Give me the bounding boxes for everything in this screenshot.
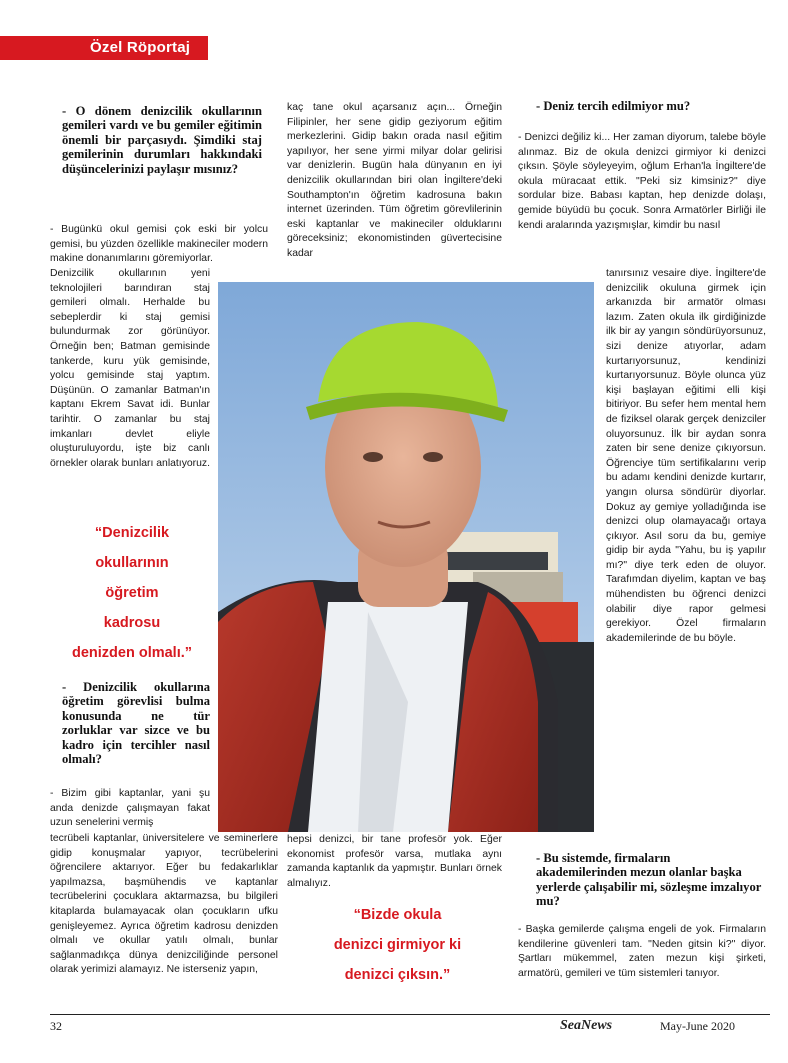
pull-quote-1-line: öğretim [105,585,159,601]
answer-3-full: - Denizci değiliz ki... Her zaman diyorum, talebe böyle alınmaz. Biz de okula denizci girmiyor ki denizci çıksın. Şöyle söyleyeyim, oğlum Erhan'la İngiltere'de okula müracaat ettik. "Peki siz kimsiniz?" diye sordular bize. Babası kaptan, hep denizde dolaşı, gemide büyüdü bu çocuk. Sonra Armatörler Birliği ile kendi aralarında yazışmışlar, kimdir bu nasıl [518,132,766,231]
answer-1-narrow: Denizcilik okullarının yeni teknolojileri barındıran staj gemileri olmalı. Herhalde bu sebeplerdir ki staj gemisi bulundurmak zor görünüyor. Örneğin ben; Batman gemisinde tankerde, kuru yük gemisinde, yolcu gemisinde staj yaptım. Düşünün. O zamanlar Batman'ın kaptanı Ekrem Savat idi. Bunlar tarihtir. O zamanlar bu staj imkanları devlet eliyle oluşturuluyordu, işte biz canlı örnekler olarak bunları anlatıyoruz. [50,268,210,469]
question-3: - Deniz tercih edilmiyor mu? [536,99,691,113]
issue-date: May-June 2020 [660,1019,735,1033]
question-4: - Bu sistemde, firmaların akademilerinden mezun olanlar başka yerlerde çalışabilir mi, sözleşme imzalıyor mu? [536,851,762,909]
pull-quote-1-line: “Denizcilik [94,525,170,541]
magazine-brand: SeaNews [560,1018,613,1033]
col2-top-text: kaç tane okul açarsanız açın... Örneğin Filipinler, her sene gidip geziyorum eğitim merkezlerini. Gidip bakın orada nasıl eğitim yapılıyor, her sene yirmi milyar dolar gelirisi var denizlerin. Bugün hala dünyanın en iyi denizcilik okullarından biri olan İngiltere'deki Southampton'ın öğretim kadrosuna bakın internet üzerinden. Tüm öğretim görevlilerinin eski kaptanlar ve makineciler olduklarını göreceksiniz; ekonomistinden güvertecisine kadar [287,102,502,259]
pull-quote-1-line: okullarının [95,555,169,571]
answer-2-full: tecrübeli kaptanlar, üniversitelere ve seminerlere gidip konuşmalar yapıyor, tecrübelerini öğrencilere aktarıyor. Eğer bu fedakarlıklar yapılmazsa, başmühendis ve kaptanlar tecrübelerini çocuklara aktarmazsa, bu bilgileri kitaplarda bulamayacak olan çocukların ufku genişleyemez. Ayrıca öğretim kadrosu denizden olmalı ve okullar yatılı olmalı, bunlar sağlanmadıkça dünya denizciliğinde personel olarak yerimizi alamayız. Ne isterseniz yapın, [50,833,278,976]
pull-quote-2-line: denizci çıksın.” [344,967,451,983]
section-tab [0,36,208,60]
section-label: Özel Röportaj [90,39,191,56]
answer-1-full: - Bugünkü okul gemisi çok eski bir yolcu gemisi, bu yüzden özellikle makineciler modern makine donanımlarını göremiyorlar. [50,224,268,265]
pull-quote-2-line: denizci girmiyor ki [333,937,462,953]
question-1: - O dönem denizcilik okullarının gemileri vardı ve bu gemiler eğitimin önemli bir parçasıydı. Şimdiki staj gemilerinin durumları hakkındaki düşüncelerinizi paylaşır mısınız? [62,104,262,176]
pull-quote-1-line: kadrosu [103,615,161,631]
answer-4: - Başka gemilerde çalışma engeli de yok. Firmaların kendilerine güvenleri tam. "Neden gitsin ki?" diyor. Şartları mükemmel, zaten mezun kişi şirketi, armatörü, gemileri ve tüm sistemleri tanıyor. [518,924,766,979]
pull-quote-2-line: “Bizde okula [353,907,442,923]
page-number: 32 [50,1019,62,1033]
interview-photo [218,282,594,832]
pull-quote-1-line: denizden olmalı.” [71,645,193,661]
footer-rule [50,1014,770,1015]
question-2: - Denizcilik okullarına öğretim görevlisi bulma konusunda ne tür zorluklar var sizce ve bu kadro için tercihler nasıl olmalı? [62,680,210,767]
answer-3-narrow: tanırsınız vesaire diye. İngiltere'de denizcilik okuluna girmek için arkanızda bir armatör olması lazım. Zaten okula ilk girdiğinizde ilk bir ay yangın söndürüyorsunuz, sizi denize atıyorlar, adam kurtarıyorsunuz, kendinizi kurtarıyorsunuz. Böyle olunca yüz kişi başlayan eğitimi elli kişi bitiriyor. Bu sefer hem mental hem de fiziksel olarak gerçek denizciler oluyorsunuz. İlk bir aydan sonra zaten bir sene denize çıkıyorsun. Öğrenciye tüm sertifikalarını verip bu adamı kendini denizde kurtarır, yangın olursa söndürür diyorlar. Dokuz ay gemiye yolladığında ise denizci olup olamayacağı ortaya çıkıyor. Asıl soru da bu, gemiye gidip bir ayda "Yahu, bu iş yapılır mı?" diye terk eden de oluyor. Tarafımdan diyelim, kaptan ve baş mühendisten bu öğrenci denizci olabilir diye rapor gelmesi gerekiyor. Özel firmaların akademilerinde de bu böyle. [606,268,766,644]
pull-quote-1 [52,518,212,668]
answer-2-narrow: - Bizim gibi kaptanlar, yani şu anda denizde çalışmayan fakat uzun senelerini vermiş [50,788,210,829]
col2-bottom-text: hepsi denizci, bir tane profesör yok. Eğer ekonomist profesör varsa, mutlaka aynı zamanda kaptanlık da yapmıştır. Bunları örnek almalıyız. [287,834,502,889]
pull-quote-2 [290,900,505,990]
